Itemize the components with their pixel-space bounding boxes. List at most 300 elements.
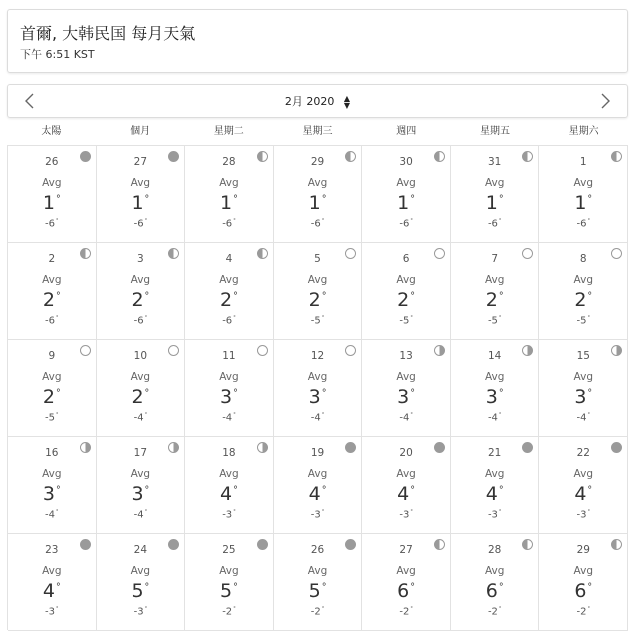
low-temp-value: -5 (487, 315, 498, 327)
day-cell[interactable] (185, 146, 274, 243)
degree-symbol: ° (587, 509, 590, 515)
high-temp-value: 3 (574, 386, 587, 408)
low-temp-value: -4 (310, 412, 321, 424)
avg-high-temp (97, 580, 185, 602)
degree-symbol: ° (410, 387, 416, 399)
degree-symbol: ° (498, 509, 502, 515)
day-cell[interactable] (539, 243, 628, 340)
avg-high-temp (8, 483, 96, 505)
avg-label: Avg (307, 468, 328, 480)
avg-label: Avg (130, 274, 151, 286)
weekday-label: 個月 (130, 126, 151, 137)
avg-high-temp (274, 289, 362, 311)
avg-label: Avg (484, 371, 505, 383)
high-temp-value: 4 (485, 483, 498, 505)
day-number: 12 (310, 350, 325, 362)
low-temp-value: -6 (133, 218, 144, 230)
avg-high-temp (97, 289, 185, 311)
day-number: 30 (399, 156, 413, 168)
avg-label: Avg (396, 371, 416, 383)
degree-symbol: ° (410, 509, 413, 515)
avg-label: Avg (42, 565, 62, 577)
day-cell[interactable] (362, 437, 451, 534)
avg-label: Avg (42, 371, 62, 383)
day-cell[interactable] (274, 437, 363, 534)
day-cell[interactable] (97, 437, 186, 534)
day-cell[interactable] (185, 243, 274, 340)
day-number: 27 (399, 544, 413, 556)
avg-low-temp (451, 315, 539, 326)
day-number: 24 (133, 544, 148, 556)
avg-label: Avg (396, 565, 416, 577)
day-cell[interactable] (8, 243, 97, 340)
low-temp-value: -4 (576, 412, 587, 424)
month-select[interactable] (285, 93, 350, 109)
weekday-label: 太陽 (41, 126, 62, 137)
avg-label: Avg (42, 177, 62, 189)
local-time: 下午 6:51 KST (20, 48, 95, 61)
day-number: 19 (310, 447, 325, 459)
avg-high-temp (451, 192, 539, 214)
degree-symbol: ° (410, 484, 416, 496)
avg-high-temp (451, 386, 539, 408)
day-number: 23 (45, 544, 59, 556)
calendar-grid (7, 145, 628, 630)
avg-low-temp (274, 218, 362, 229)
low-temp-value: -4 (399, 412, 410, 424)
day-number: 1 (579, 156, 587, 168)
degree-symbol: ° (55, 581, 61, 593)
weekday-label: 星期五 (479, 126, 510, 137)
degree-symbol: ° (233, 412, 236, 418)
high-temp-value: 6 (397, 580, 410, 602)
degree-symbol: ° (56, 509, 59, 515)
high-temp-value: 1 (42, 192, 55, 214)
avg-label: Avg (484, 177, 505, 189)
high-temp-value: 2 (397, 289, 410, 311)
degree-symbol: ° (233, 484, 238, 496)
avg-low-temp (185, 315, 273, 326)
avg-high-temp (362, 289, 450, 311)
avg-low-temp (274, 509, 362, 520)
degree-symbol: ° (55, 387, 61, 399)
avg-low-temp (97, 218, 185, 229)
day-cell[interactable] (97, 340, 186, 437)
degree-symbol: ° (321, 509, 325, 515)
degree-symbol: ° (144, 193, 150, 205)
degree-symbol: ° (321, 412, 325, 418)
avg-label: Avg (130, 371, 151, 383)
calendar-week (8, 437, 628, 534)
high-temp-value: 1 (574, 192, 587, 214)
day-cell[interactable] (451, 534, 540, 631)
avg-low-temp (97, 315, 185, 326)
day-cell[interactable] (539, 340, 628, 437)
day-number: 28 (222, 156, 236, 168)
day-number: 29 (310, 156, 325, 168)
day-number: 22 (576, 447, 590, 459)
avg-low-temp (539, 218, 627, 229)
avg-low-temp (8, 412, 96, 423)
avg-label: Avg (219, 468, 239, 480)
low-temp-value: -6 (576, 218, 587, 230)
day-number: 28 (487, 544, 502, 556)
day-cell[interactable] (539, 437, 628, 534)
avg-high-temp (539, 386, 627, 408)
low-temp-value: -5 (576, 315, 587, 327)
avg-label: Avg (396, 177, 416, 189)
degree-symbol: ° (233, 193, 238, 205)
day-cell[interactable] (274, 243, 363, 340)
degree-symbol: ° (233, 218, 236, 224)
avg-low-temp (8, 315, 96, 326)
avg-high-temp (185, 580, 273, 602)
degree-symbol: ° (56, 218, 59, 224)
chevron-left-icon (20, 91, 40, 111)
chevron-right-icon (595, 91, 615, 111)
avg-low-temp (185, 412, 273, 423)
avg-low-temp (185, 606, 273, 617)
high-temp-value: 5 (220, 580, 233, 602)
degree-symbol: ° (321, 290, 327, 302)
degree-symbol: ° (233, 387, 238, 399)
low-temp-value: -6 (487, 218, 498, 230)
day-cell[interactable] (185, 534, 274, 631)
low-temp-value: -4 (487, 412, 498, 424)
avg-high-temp (451, 483, 539, 505)
avg-low-temp (451, 509, 539, 520)
avg-high-temp (97, 483, 185, 505)
avg-low-temp (97, 509, 185, 520)
avg-label: Avg (130, 468, 151, 480)
degree-symbol: ° (410, 315, 413, 321)
low-temp-value: -3 (45, 606, 56, 618)
day-cell[interactable] (8, 146, 97, 243)
low-temp-value: -4 (133, 412, 144, 424)
day-cell[interactable] (274, 534, 363, 631)
high-temp-value: 3 (485, 386, 498, 408)
degree-symbol: ° (498, 218, 502, 224)
degree-symbol: ° (56, 315, 59, 321)
day-cell[interactable] (97, 534, 186, 631)
avg-label: Avg (219, 177, 239, 189)
avg-high-temp (185, 483, 273, 505)
day-cell[interactable] (539, 534, 628, 631)
day-number: 21 (487, 447, 502, 459)
day-cell[interactable] (8, 437, 97, 534)
day-cell[interactable] (451, 340, 540, 437)
high-temp-value: 6 (574, 580, 587, 602)
avg-high-temp (362, 580, 450, 602)
degree-symbol: ° (498, 484, 504, 496)
degree-symbol: ° (498, 581, 504, 593)
degree-symbol: ° (410, 412, 413, 418)
avg-label: Avg (219, 274, 239, 286)
high-temp-value: 2 (574, 289, 587, 311)
avg-label: Avg (42, 274, 62, 286)
degree-symbol: ° (587, 193, 593, 205)
low-temp-value: -6 (399, 218, 410, 230)
avg-high-temp (185, 192, 273, 214)
high-temp-value: 3 (397, 386, 410, 408)
low-temp-value: -5 (310, 315, 321, 327)
day-cell[interactable] (451, 437, 540, 534)
degree-symbol: ° (498, 290, 504, 302)
avg-low-temp (274, 412, 362, 423)
avg-high-temp (8, 289, 96, 311)
high-temp-value: 3 (42, 483, 55, 505)
degree-symbol: ° (498, 606, 502, 612)
avg-low-temp (539, 606, 627, 617)
degree-symbol: ° (144, 412, 148, 418)
degree-symbol: ° (498, 315, 502, 321)
low-temp-value: -6 (310, 218, 321, 230)
day-cell[interactable] (451, 146, 540, 243)
avg-low-temp (451, 606, 539, 617)
location-header (7, 9, 628, 73)
degree-symbol: ° (587, 290, 593, 302)
high-temp-value: 4 (397, 483, 410, 505)
degree-symbol: ° (587, 606, 590, 612)
avg-low-temp (362, 315, 450, 326)
day-number: 11 (222, 350, 236, 362)
avg-low-temp (539, 412, 627, 423)
high-temp-value: 2 (308, 289, 321, 311)
avg-high-temp (362, 386, 450, 408)
day-number: 5 (314, 253, 321, 265)
low-temp-value: -6 (222, 315, 233, 327)
avg-label: Avg (307, 371, 328, 383)
day-number: 3 (137, 253, 144, 265)
low-temp-value: -2 (222, 606, 233, 618)
avg-high-temp (362, 483, 450, 505)
page-title: 首爾, 大韩民国 每月天氣 (20, 24, 196, 43)
high-temp-value: 4 (42, 580, 55, 602)
degree-symbol: ° (233, 509, 236, 515)
degree-symbol: ° (144, 509, 148, 515)
avg-low-temp (274, 315, 362, 326)
month-label: 2月 2020 (284, 95, 335, 108)
day-cell[interactable] (451, 243, 540, 340)
degree-symbol: ° (321, 581, 327, 593)
sort-arrows-icon: ▲ ▼ (343, 94, 351, 110)
low-temp-value: -4 (133, 509, 144, 521)
low-temp-value: -3 (133, 606, 144, 618)
high-temp-value: 4 (220, 483, 233, 505)
degree-symbol: ° (144, 606, 148, 612)
degree-symbol: ° (587, 581, 593, 593)
day-number: 18 (222, 447, 236, 459)
avg-label: Avg (484, 468, 505, 480)
avg-high-temp (539, 483, 627, 505)
high-temp-value: 2 (485, 289, 498, 311)
degree-symbol: ° (321, 387, 327, 399)
degree-symbol: ° (410, 290, 416, 302)
degree-symbol: ° (144, 218, 148, 224)
next-month-button[interactable] (595, 91, 615, 111)
day-number: 10 (133, 350, 148, 362)
avg-low-temp (451, 412, 539, 423)
day-cell[interactable] (274, 340, 363, 437)
low-temp-value: -6 (222, 218, 233, 230)
high-temp-value: 3 (308, 386, 321, 408)
degree-symbol: ° (587, 387, 593, 399)
low-temp-value: -2 (310, 606, 321, 618)
low-temp-value: -5 (45, 412, 56, 424)
avg-high-temp (185, 289, 273, 311)
calendar-week (8, 534, 628, 631)
degree-symbol: ° (144, 315, 148, 321)
day-number: 26 (45, 156, 59, 168)
avg-label: Avg (130, 565, 151, 577)
prev-month-button[interactable] (20, 91, 40, 111)
low-temp-value: -3 (399, 509, 410, 521)
day-cell[interactable] (362, 146, 451, 243)
avg-label: Avg (219, 565, 239, 577)
avg-low-temp (451, 218, 539, 229)
day-cell[interactable] (8, 534, 97, 631)
avg-low-temp (274, 606, 362, 617)
avg-high-temp (8, 192, 96, 214)
day-number: 8 (579, 253, 587, 265)
day-number: 25 (222, 544, 236, 556)
avg-low-temp (362, 606, 450, 617)
avg-label: Avg (573, 468, 593, 480)
high-temp-value: 1 (397, 192, 410, 214)
day-number: 16 (45, 447, 59, 459)
degree-symbol: ° (56, 606, 59, 612)
day-number: 15 (576, 350, 590, 362)
avg-high-temp (451, 289, 539, 311)
high-temp-value: 2 (42, 386, 55, 408)
day-cell[interactable] (274, 146, 363, 243)
degree-symbol: ° (321, 193, 327, 205)
day-number: 4 (225, 253, 233, 265)
avg-label: Avg (484, 274, 505, 286)
day-cell[interactable] (8, 340, 97, 437)
high-temp-value: 3 (220, 386, 233, 408)
high-temp-value: 4 (574, 483, 587, 505)
degree-symbol: ° (587, 484, 593, 496)
high-temp-value: 2 (131, 289, 144, 311)
low-temp-value: -3 (222, 509, 233, 521)
avg-label: Avg (130, 177, 151, 189)
degree-symbol: ° (587, 412, 590, 418)
degree-symbol: ° (144, 581, 150, 593)
avg-high-temp (274, 386, 362, 408)
weekday-header (7, 118, 628, 145)
avg-high-temp (97, 386, 185, 408)
day-cell[interactable] (362, 340, 451, 437)
month-navigation (7, 84, 628, 118)
avg-low-temp (362, 509, 450, 520)
high-temp-value: 2 (220, 289, 233, 311)
weekday-label: 星期二 (213, 126, 244, 137)
calendar-week (8, 146, 628, 243)
avg-low-temp (185, 218, 273, 229)
avg-high-temp (274, 483, 362, 505)
degree-symbol: ° (498, 412, 502, 418)
avg-low-temp (8, 606, 96, 617)
high-temp-value: 5 (131, 580, 144, 602)
day-cell[interactable] (362, 534, 451, 631)
avg-label: Avg (307, 274, 328, 286)
avg-high-temp (451, 580, 539, 602)
day-number: 6 (402, 253, 410, 265)
high-temp-value: 4 (308, 483, 321, 505)
avg-low-temp (362, 412, 450, 423)
day-cell[interactable] (97, 243, 186, 340)
degree-symbol: ° (498, 387, 504, 399)
low-temp-value: -2 (576, 606, 587, 618)
avg-label: Avg (573, 177, 593, 189)
degree-symbol: ° (410, 581, 416, 593)
day-number: 2 (48, 253, 56, 265)
day-number: 9 (48, 350, 56, 362)
day-cell[interactable] (362, 243, 451, 340)
day-cell[interactable] (97, 146, 186, 243)
degree-symbol: ° (55, 193, 61, 205)
avg-low-temp (362, 218, 450, 229)
avg-high-temp (539, 289, 627, 311)
day-number: 26 (310, 544, 325, 556)
low-temp-value: -2 (487, 606, 498, 618)
day-number: 27 (133, 156, 148, 168)
degree-symbol: ° (144, 484, 150, 496)
degree-symbol: ° (321, 606, 325, 612)
degree-symbol: ° (498, 193, 504, 205)
low-temp-value: -3 (310, 509, 321, 521)
degree-symbol: ° (144, 387, 150, 399)
low-temp-value: -2 (399, 606, 410, 618)
day-number: 7 (491, 253, 499, 265)
avg-label: Avg (573, 371, 593, 383)
day-number: 14 (487, 350, 502, 362)
calendar-week (8, 243, 628, 340)
avg-low-temp (539, 509, 627, 520)
degree-symbol: ° (233, 606, 236, 612)
avg-high-temp (362, 192, 450, 214)
avg-label: Avg (42, 468, 62, 480)
day-number: 13 (399, 350, 413, 362)
degree-symbol: ° (587, 218, 590, 224)
avg-low-temp (539, 315, 627, 326)
avg-low-temp (8, 509, 96, 520)
low-temp-value: -4 (45, 509, 56, 521)
degree-symbol: ° (55, 484, 61, 496)
avg-high-temp (8, 386, 96, 408)
degree-symbol: ° (410, 218, 413, 224)
degree-symbol: ° (233, 581, 238, 593)
high-temp-value: 1 (220, 192, 233, 214)
day-cell[interactable] (185, 340, 274, 437)
low-temp-value: -5 (399, 315, 410, 327)
avg-high-temp (97, 192, 185, 214)
day-cell[interactable] (185, 437, 274, 534)
calendar-week (8, 340, 628, 437)
degree-symbol: ° (144, 290, 150, 302)
high-temp-value: 6 (485, 580, 498, 602)
day-cell[interactable] (539, 146, 628, 243)
degree-symbol: ° (233, 315, 236, 321)
avg-high-temp (539, 192, 627, 214)
high-temp-value: 3 (131, 483, 144, 505)
degree-symbol: ° (410, 193, 416, 205)
avg-label: Avg (219, 371, 239, 383)
day-number: 17 (133, 447, 148, 459)
avg-low-temp (8, 218, 96, 229)
low-temp-value: -6 (133, 315, 144, 327)
